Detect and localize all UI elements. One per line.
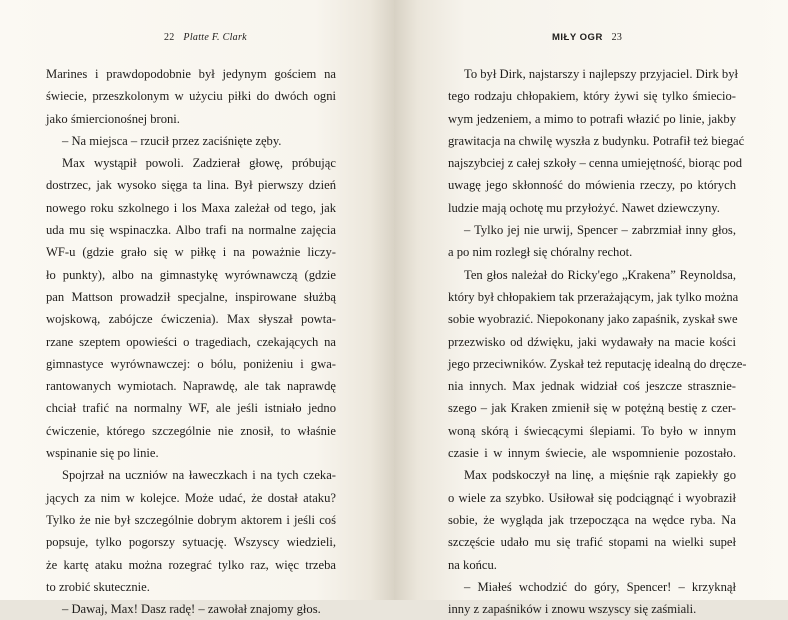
left-running-head: Platte F. Clark [183, 32, 247, 43]
text-line: popsuje, tylko pogorszy sytuację. Wszyscy wiedzieli, [46, 535, 336, 550]
text-line: jących za nim w kolejce. Może udać, że dostał ataku? [46, 490, 336, 505]
text-line: jego przeciwników. Zyskał też reputację idealną do dręcze- [448, 356, 747, 371]
text-line: ćwiczenie, którego szczególnie nie znosił, to właśnie [46, 423, 336, 438]
text-line: który był chłopakiem tak przerażającym, jak tylko można [448, 289, 739, 304]
text-line: Spojrzał na uczniów na ławeczkach i na tych czeka- [62, 468, 336, 483]
text-line: – Na miejsca – rzucił przez zaciśnięte zęby. [62, 133, 282, 148]
text-line: a po nim rozległ się chóralny rechot. [448, 245, 633, 260]
text-line: gimnastyce wyrównawczej: o bólu, poniżeniu i gwa- [46, 356, 336, 371]
text-line: Tylko że nie był szczególnie dobrym aktorem i jeśli coś [46, 512, 336, 527]
left-page-header [158, 32, 247, 43]
text-line: wspinanie się po linie. [46, 446, 159, 461]
text-line: woną skórą i świecącymi ślepiami. To było w innym [448, 423, 736, 438]
text-line: sobie wyobrazić. Niepokonany jako zapaśnik, zyskał swe [448, 312, 738, 327]
text-line: jako śmiercionośnej broni. [46, 111, 180, 126]
left-page-text [46, 63, 336, 620]
text-line: szego – jak Kraken zmienił się w potężną bestię z czer- [448, 401, 736, 416]
text-line: najszybciej z całej szkoły – cenna umiejętność, biorąc pod [448, 156, 743, 171]
text-line: Max podskoczył na linę, a mięśnie rąk zapiekły go [464, 468, 736, 483]
text-line: o wiele za szybko. Usiłował się podciągnąć i wyobraził [448, 490, 736, 505]
text-line: Ten głos należał do Ricky'ego „Krakena” Reynoldsa, [464, 267, 736, 282]
text-line: wojskową, zabójcze ćwiczenia). Max słyszał powta- [46, 312, 336, 327]
text-line: wym jedzeniem, a mimo to potrafi włazić po linie, jakby [448, 111, 736, 126]
left-page-number: 22 [164, 32, 175, 43]
text-line: To był Dirk, najstarszy i najlepszy przyjaciel. Dirk był [464, 67, 739, 81]
text-line: Marines i prawdopodobnie był jedynym gościem na [46, 67, 336, 81]
text-line: ludzie mają ochotę mu przyłożyć. Nawet dziewczyny. [448, 200, 720, 215]
right-page [394, 0, 788, 617]
left-page [0, 0, 394, 617]
text-line: – Miałeś wchodzić do góry, Spencer! – krzyknął [464, 579, 736, 594]
text-line: WF-u (gdzie grało się w piłkę i na poważnie liczy- [46, 245, 336, 260]
text-line: sobie, że wygląda jak trzepocząca na wędce ryba. Na [448, 512, 736, 527]
text-line: na końcu. [448, 557, 497, 572]
text-line: że kartę ataku można rozegrać tylko raz, więc trzeba [46, 557, 336, 572]
text-line: uwagę jego skłonność do mówienia rzeczy, po których [448, 178, 736, 193]
text-line: inny z zapaśników i znowu wszyscy się zaśmiali. [448, 602, 697, 617]
text-line: szczęście udało mu się trafić stopami na wielki supeł [448, 535, 736, 550]
text-line: dostrzec, jak wysoko sięga ta lina. Był pierwszy dzień [46, 178, 336, 193]
text-line: nia innych. Max jednak widział coś jeszcze strasznie- [448, 379, 736, 394]
text-line: rzane szeptem opowieści o tragediach, czekających na [46, 334, 336, 349]
right-page-number: 23 [611, 32, 623, 43]
text-line: Max wystąpił powoli. Zadzierał głowę, próbując [62, 156, 336, 171]
right-running-head: MIŁY OGR [552, 32, 603, 43]
text-line: pan Mattson prowadził specjalne, inspirowane służbą [46, 289, 336, 304]
right-page-text [448, 63, 747, 620]
text-line: chciał trafić na normalny WF, ale jeśli istniało jedno [46, 401, 336, 416]
right-page-header [552, 32, 628, 43]
text-line: grawitacja na chwilę wyszła z budynku. Potrafił też biegać [448, 133, 745, 148]
text-line: tego rodzaju chłopakiem, który żywi się tylko śmiecio- [448, 89, 736, 104]
text-line: to zrobić skutecznie. [46, 579, 150, 594]
text-line: – Tylko jej nie urwij, Spencer – zabrzmiał inny głos, [464, 223, 736, 238]
text-line: nowego roku szkolnego i los Maxa zależał od tego, jak [46, 200, 336, 215]
text-line: czasie i w innym świecie, ale wspomnienie pozostało. [448, 446, 736, 461]
text-line: przezwisko od dźwięku, jaki wydawały na macie kości [448, 334, 736, 349]
text-line: ło punkty), albo na gimnastykę wyrównawczą (gdzie [46, 267, 336, 282]
text-line: rantowanych wymiotach. Naprawdę, ale tak naprawdę [46, 379, 336, 394]
text-line: – Dawaj, Max! Dasz radę! – zawołał znajomy głos. [62, 602, 321, 617]
text-line: uda mu się wspinaczka. Albo trafi na normalne zajęcia [46, 223, 336, 238]
text-line: świecie, przeszkolonym w użyciu piłki do dwóch ogni [46, 89, 336, 104]
